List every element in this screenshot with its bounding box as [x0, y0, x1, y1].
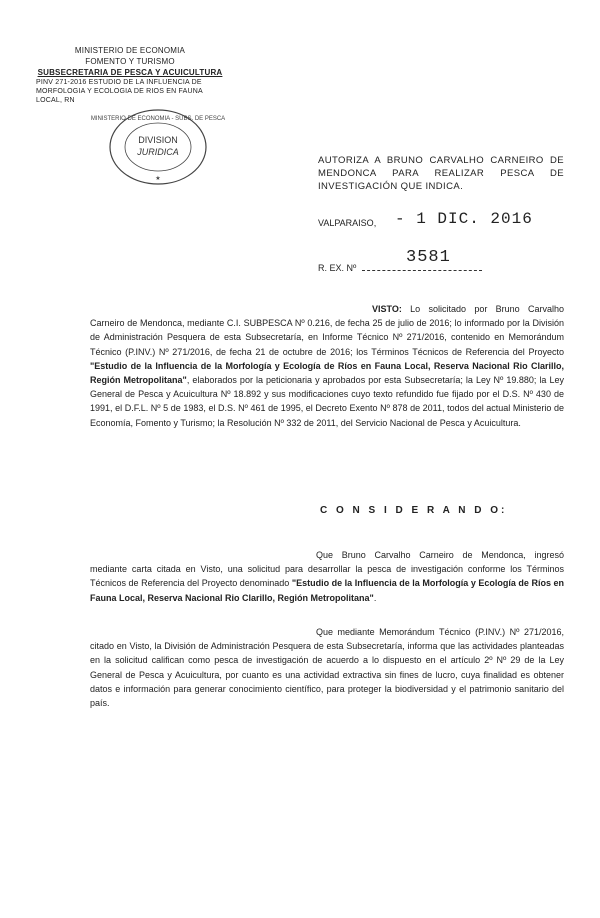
p1-text-1: Que Bruno Carvalho Carneiro de Mendonca, ingresó mediante carta citada en Visto, una solicitud para desarrollar la pesca de investigación conforme los Términos Técnicos de Referencia del Proyecto denominado [90, 550, 564, 589]
visto-text-1: Lo solicitado por Bruno Carvalho Carneiro de Mendonca, mediante C.I. SUBPESCA Nº 0.216, de fecha 25 de julio de 2016; lo informado por la División de Administración Pesquera de esta Subsecretaría, en Informe Técnico Nº 271/2016, contenido en Memorándum Técnico (P.INV.) Nº 271/2016, de fecha 21 de octubre de 2016; los Términos Técnicos de Referencia del Proyecto [90, 304, 564, 357]
rex-line [318, 263, 482, 273]
considerando-heading: C O N S I D E R A N D O: [320, 505, 508, 516]
stamp-star-icon: ★ [155, 176, 161, 182]
subsecretaria-line: SUBSECRETARIA DE PESCA Y ACUICULTURA [37, 68, 223, 77]
stamp-center-1: DIVISION [138, 135, 178, 145]
rex-label: R. EX. Nº [318, 263, 357, 273]
visto-label: VISTO: [372, 304, 402, 314]
p1-project-title: "Estudio de la Influencia de la Morfología y Ecología de Ríos en Fauna Local, Reserva Nacional Rio Clarillo, Región Metropolitana" [90, 578, 565, 603]
p1-text-2: . [373, 592, 377, 603]
resolution-number: 3581 [406, 248, 451, 267]
place-label: VALPARAISO, [318, 218, 377, 228]
issuer-header [30, 45, 230, 105]
reference-line-2: MORFOLOGIA Y ECOLOGIA DE RIOS EN FAUNA LOCAL, RN [36, 88, 203, 104]
considerando-paragraph-1 [90, 548, 564, 605]
division-juridica-stamp [90, 108, 226, 186]
reference-line-1: PINV 271-2016 ESTUDIO DE LA INFLUENCIA DE [36, 79, 202, 86]
visto-text-2: , elaborados por la peticionaria y aprobados por esta Subsecretaría; la Ley Nº 19.880; la Ley General de Pesca y Acuicultura Nº 18.892 y sus modificaciones cuyo texto refundido fue fijado por el D.S. Nº 430 de 1991, el D.F.L. Nº 5 de 1983, el D.S. Nº 461 de 1995, el Decreto Exento Nº 878 de 2011, todos del actual Ministerio de Economía, Fomento y Turismo; la Resolución Nº 332 de 2011, del Servicio Nacional de Pesca y Acuicultura. [90, 375, 564, 428]
stamp-center-2: JURIDICA [137, 147, 179, 157]
stamp-ring-text: MINISTERIO DE ECONOMIA - SUBS. DE PESCA [90, 116, 226, 122]
resolution-date: - 1 DIC. 2016 [395, 210, 533, 228]
considerando-paragraph-2: Que mediante Memorándum Técnico (P.INV.) Nº 271/2016, citado en Visto, la División de Administración Pesquera de esta Subsecretaría, informa que las actividades planteadas en la solicitud califican como pesca de investigación de acuerdo a lo dispuesto en el artículo 2º Nº 29 de la Ley General de Pesca y Acuicultura, por cuanto es una actividad extractiva sin fines de lucro, cuya finalidad es obtener datos e información para generar conocimiento científico, para proteger la biodiversidad y el patrimonio sanitario del país. [90, 627, 564, 709]
ministry-line-2: FOMENTO Y TURISMO [85, 57, 175, 66]
rex-underline [362, 270, 482, 271]
resolution-subject: AUTORIZA A BRUNO CARVALHO CARNEIRO DE MENDONCA PARA REALIZAR PESCA DE INVESTIGACIÓN QUE INDICA. [318, 155, 564, 192]
visto-paragraph [90, 302, 564, 430]
ministry-line: MINISTERIO DE ECONOMIA [74, 46, 186, 55]
visto-project-title: "Estudio de la Influencia de la Morfología y Ecología de Ríos en Fauna Local, Reserva Nacional Rio Clarillo, Región Metropolitana" [90, 360, 564, 386]
